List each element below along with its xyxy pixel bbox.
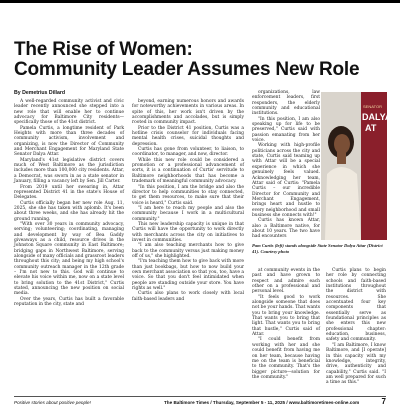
- article-column-4: [326, 268, 386, 390]
- paragraph: From 2019 until her swearing in, Attar represented District 41 in the state's House of Delegates.: [14, 184, 124, 201]
- article-column-3-top: [252, 90, 320, 240]
- paragraph: Prior to the District 41 position, Curtis was a hotline crisis counselor for individuals facing mental health crises, suicidal thoughts and depression.: [132, 125, 244, 147]
- banner-text-line-1: DALYA: [362, 112, 392, 122]
- article-column-1: [14, 99, 124, 391]
- top-rule: [0, 0, 400, 3]
- paragraph: "I am also teaching merchants how to give back to the community versus just making money off of us," she highlighted.: [132, 243, 244, 259]
- paragraph: "With over 30 years in community advocacy, serving; volunteering; coordinating, managing and development by way of Bea Gaddy giveaways as a child, resource drives in the Johnston Square community in East Baltimore; bridging gaps in Northwest Baltimore, serving alongside of many officials and grassroot leaders throughout this city; and being my high school's community outreach manager in the 12th grade – I'm not new to this. God will continue to elevate his voice within me, now on a state level to bring solution to the 41st District," Curtis stated, announcing the new position on social media.: [14, 221, 124, 297]
- paragraph: "I am Baltimore, I know Baltimore, and [I operate] in this capacity with my knowledge, integrity, drive, authenticity and capability," Curtis said. "I am well prepared for such a time as this.": [326, 342, 386, 386]
- paragraph: Curtis officially began her new role Aug. 11, 2025, she she has taken with aplomb. It's been about three weeks, and she has already hit the ground running.: [14, 200, 124, 222]
- article-headline: [14, 40, 386, 80]
- headline-line-1: The Rise of Women:: [14, 39, 193, 60]
- paragraph: Pamela Curtis, a longtime resident of Park Heights with more than three decades of community activism, involvement and organizing, is now the Director of Community and Merchant Engagement for Maryland State Senator Dalya Attar.: [14, 125, 124, 158]
- paragraph: organizations, law enforcement leaders, first responders, the elderly community and educational institutions.: [252, 90, 320, 117]
- paragraph: Maryland's 41st legislative district covers much of West Baltimore as the jurisdiction includes more than 100,000 city residents. Attar, a Democrat, was sworn in as a state senator in January, filling a vacancy left by Sen. Jill Carter.: [14, 157, 124, 185]
- paragraph: Curtis has known Attar, also a Baltimore native, for about 10 years. The two have had encounters: [252, 218, 320, 240]
- caption-credit: Courtesy photo: [260, 248, 290, 254]
- photo-illustration: [321, 92, 392, 240]
- photo-caption: [252, 243, 386, 254]
- footer-publication-info: The Baltimore Times / Thursday, September 5 - 11, 2025 / www.baltimoretimes-online.com: [164, 400, 360, 405]
- banner-small-text: SENATOR: [363, 104, 382, 109]
- paragraph: Curtis plans to begin her role by connecting schools and faith-based institutions throughout the district with resources. She accentuated four key components that essentially serve as foundational principles as she enters this new professional chapter: education, business, safety and community.: [326, 268, 386, 343]
- paragraph: While this new role could be considered a promotion or a professional advancement of sorts, it is a continuation of Curtis' servitude to Baltimore neighborhoods that has become a trademark of meaningful community advocacy.: [132, 157, 244, 185]
- paragraph: "In this position, I am the bridge and also the director to help communities to stay connected, to get them resources, to make sure that their voice is heard," Curtis said.: [132, 184, 244, 206]
- page-footer: [14, 396, 386, 406]
- paragraph: Over the years, Curtis has built a favorable reputation in the city, state and: [14, 296, 124, 308]
- paragraph: beyond, earning numerous honors and awards for noteworthy achievements in various areas. In spite of this, her work isn't driven by the accomplishments and accolades, but is simply rooted in community impact.: [132, 99, 244, 126]
- headline-line-2: Community Leader Assumes New Role: [14, 59, 360, 80]
- article-column-2: [132, 99, 244, 391]
- person-top: [325, 167, 361, 240]
- caption-text: Pam Curtis (left) stands alongside State Senator Dalya Attar (District 41).: [252, 243, 383, 254]
- page-number: 7: [381, 397, 386, 406]
- paragraph: "I could benefit from working with her and she could benefit from having me on her team, because having me on the team is beneficial to the community. That's the bigger picture—solution for the community.": [252, 337, 320, 380]
- paragraph: at community events in the past and have grown to respect and admire each other on a professional and personal level.: [252, 268, 320, 295]
- article-column-3-bottom: [252, 268, 320, 390]
- paragraph: Curtis also plans to work closely with local faith-based leaders and: [132, 291, 244, 302]
- paragraph: This new leadership capacity is unique in that Curtis will have the opportunity to work directly with merchants across the city on initiatives to invest in communities.: [132, 221, 244, 243]
- paragraph: Working with high-profile politicians across the city and state, Curtis said teaming up with Attar will be a special experience in which she genuinely feels valued. Acknowledging her team, Attar said of Curtis: "Pamela Curtis – our incredible Director for Community and Merchant Engagement, brings heart and hustle to every neighborhood and small business she connects with!": [252, 143, 320, 218]
- paragraph: Curtis has gone from volunteer, to liaison, to coordinator, to manager, and now, director.: [132, 147, 244, 158]
- paragraph: "It feels good to work alongside someone that does not be your hands. That wants you to bring your knowledge. That wants you to bring that light. That wants you to bring that hustle," Curtis said of Attar.: [252, 294, 320, 338]
- footer-tagline: Positive stories about positive people!: [14, 400, 91, 405]
- paragraph: "I'm teaching them how to give back with more than just bookbags, but how to now build your own merchant association so that you, too, have a voice. So that you don't feel intimidated when people are standing outside your store. You have rights as well.": [132, 259, 244, 292]
- paragraph: "I am here to reach my people and also the community because I work in a multicultural community.": [132, 205, 244, 222]
- footer-rule: [14, 396, 386, 397]
- person-neck: [337, 152, 346, 164]
- paragraph: A well-regarded community activist and civic leader recently announced she stepped into a new role that will enable her to continue advocacy for Baltimore City residents—specifically those of the 41st district.: [14, 99, 124, 126]
- person-face: [334, 134, 350, 154]
- article-photo: [321, 92, 392, 240]
- banner-text-line-2: AT: [365, 123, 377, 133]
- byline: By Demetrius Dillard: [14, 90, 66, 96]
- paragraph: "In this position, I am also speaking up for life to be preserved," Curtis said with passion emanating from her voice.: [252, 116, 320, 144]
